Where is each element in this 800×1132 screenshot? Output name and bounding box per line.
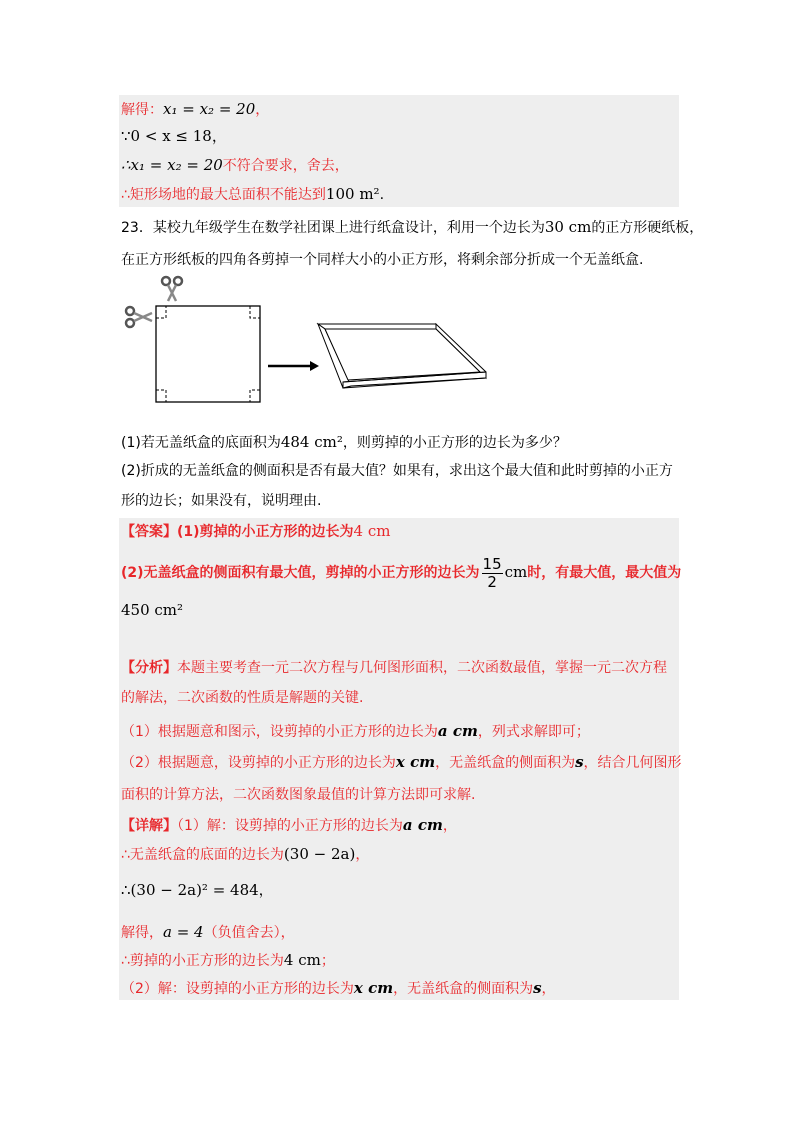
- sub-question-1: (1)若无盖纸盒的底面积为484 cm²，则剪掉的小正方形的边长为多少？: [121, 433, 567, 451]
- question-23-line1: 23．某校九年级学生在数学社团课上进行纸盒设计，利用一个边长为30 cm的正方形硬纸板，: [121, 218, 704, 236]
- conclusion-line: ∴矩形场地的最大总面积不能达到100 m².: [121, 185, 385, 203]
- analysis-tag: 【分析】: [121, 660, 177, 676]
- answer-line1: 【答案】(1)剪掉的小正方形的边长为4 cm: [121, 522, 391, 540]
- detail-line2: ∴无盖纸盒的底面的边长为(30 − 2a)，: [121, 845, 370, 863]
- detail-line1: 【详解】（1）解：设剪掉的小正方形的边长为a cm，: [121, 816, 457, 834]
- answer-line2: (2)无盖纸盒的侧面积有最大值，剪掉的小正方形的边长为 $\frac{15}{2}$ cm时，有最大值，最大值为: [121, 554, 682, 591]
- reject-line: ∴x₁ = x₂ = 20不符合要求，舍去，: [121, 156, 349, 174]
- answer-tag: 【答案】: [121, 524, 177, 540]
- solve-line: 解得：x₁ = x₂ = 20，: [121, 100, 270, 118]
- detail-line5: ∴剪掉的小正方形的边长为4 cm；: [121, 951, 335, 969]
- analysis-step2-cont: 面积的计算方法，二次函数图象最值的计算方法即可求解.: [121, 787, 476, 803]
- paper-box-figure: [118, 272, 498, 407]
- detail-tag: 【详解】: [121, 818, 177, 834]
- detail-line6: （2）解：设剪掉的小正方形的边长为x cm，无盖纸盒的侧面积为s，: [121, 979, 556, 997]
- right-arrow-icon: [268, 361, 319, 371]
- scissors-icon: [126, 307, 152, 327]
- square-board: [156, 306, 260, 402]
- sub-question-2: (2)折成的无盖纸盒的侧面积是否有最大值？如果有，求出这个最大值和此时剪掉的小正方: [121, 463, 673, 479]
- sub-question-2-cont: 形的边长；如果没有，说明理由.: [121, 493, 322, 509]
- analysis-line1: 【分析】本题主要考查一元二次方程与几何图形面积，二次函数最值，掌握一元二次方程: [121, 660, 667, 676]
- analysis-step1: （1）根据题意和图示，设剪掉的小正方形的边长为a cm，列式求解即可；: [121, 722, 590, 740]
- scissors-icon: [162, 277, 182, 301]
- analysis-line2: 的解法，二次函数的性质是解题的关键.: [121, 690, 364, 706]
- range-line: ∵0 < x ≤ 18，: [121, 127, 227, 145]
- detail-line3: ∴(30 − 2a)² = 484，: [121, 881, 273, 899]
- open-box: [318, 324, 486, 388]
- question-23-line2: 在正方形纸板的四角各剪掉一个同样大小的小正方形，将剩余部分折成一个无盖纸盒.: [121, 252, 644, 268]
- analysis-step2: （2）根据题意，设剪掉的小正方形的边长为x cm，无盖纸盒的侧面积为s，结合几何图形: [121, 753, 682, 771]
- answer-line3: 450 cm²: [121, 601, 184, 619]
- detail-line4: 解得，a = 4（负值舍去），: [121, 923, 295, 941]
- fraction-15-2: $\frac{15}{2}$: [482, 554, 502, 591]
